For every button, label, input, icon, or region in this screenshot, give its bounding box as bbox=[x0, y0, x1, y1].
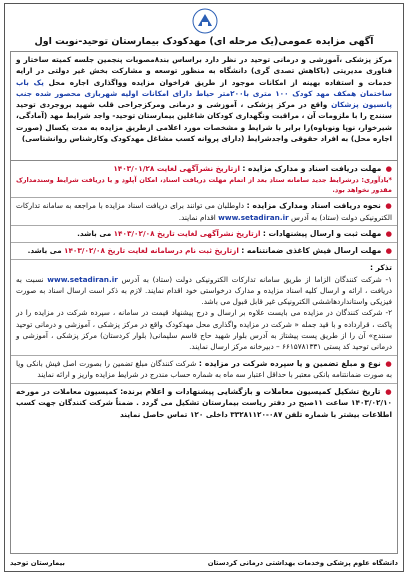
send-value: ازتاریخ ثبت نام درسامانه لغایت تاریخ ۱۴۰۳/۰۲/۰۸ bbox=[63, 246, 239, 256]
deadline-value: ازتاریخ نشرآگهی لغایت ۱۴۰۳/۰۱/۲۸ bbox=[113, 164, 240, 173]
details-table bbox=[10, 160, 398, 554]
bullet-icon: ● bbox=[385, 201, 392, 211]
offer-tail: می باشد. bbox=[77, 229, 112, 239]
notes-label: تذکر : bbox=[369, 262, 392, 272]
intro-building: یک باب ساختمان همکف مهد کودک ۱۰۰ متری با۲۰۰متر حیاط دارای امکانات اولیه شهربازی محصور شده bbox=[16, 77, 392, 98]
notice-title: آگهی مزایده عمومی(یک مرحله ای) مهدکودک بیمارستان توحید-نوبت اول bbox=[34, 36, 374, 47]
bullet-icon: ● bbox=[385, 246, 392, 256]
footer bbox=[10, 556, 398, 570]
session-label: تاریخ تشکیل کمیسیون معاملات و بازگشایی پیشنهادات و اعلام برنده: bbox=[120, 386, 381, 396]
session-text: کمیسیون معاملات در مورخه ۱۴۰۳/۰۲/۱۰ ساعت ۱۱صبح در دفتر ریاست بیمارستان تشکیل می گردد . ضمناً شرکت کنندگان جهت کسب اطلاعات بیشتر با شماره تلفن ۰۸۷-۳۳۲۸۱۱۲۰ داخلی ۱۲۰ تماس حاصل نمایند bbox=[16, 386, 392, 419]
bullet-icon: ● bbox=[385, 386, 393, 396]
intro-text: مرکز پزشکی ،آموزشی و درمانی توحید در نظر دارد براساس بند۸مصوبات پنجمین جلسه کمیته ساختار و فناوری مدیریتی (باکاهش تصدی گری) دانشگاه به منظور توسعه و مشارکت بخش غیر دولتی در ارایه خدمات و استفاده بهینه از امکانات موجود از طریق فراخوان مزایده وواگذاری اجاره محل bbox=[16, 55, 392, 87]
send-row bbox=[11, 243, 397, 260]
notes-row bbox=[11, 260, 397, 356]
note-2: ۲- شرکت کنندگان در مزایده می بایست علاوه بر ارسال و درج پیشنهاد قیمت در سامانه ، سپرده شرکت در مزایده را در پاکت ، قرارداده و با قید جمله « شرکت در مزایده واگذاری محل مهدکودک واقع در مرکز پزشکی ، آموزشی و درمانی توحید سنندج» آن را از طریق پست پیشتاز به آدرس بلوار شهید حاج قاسم سلیمانی( بلوار کردستان) مرکز پزشکی ، آموزشی و درمانی توحید کد پستی ۶۶۱۵۷۸۱۳۳۱ – دبیرخانه مرکز ارسال نمایند. bbox=[16, 308, 392, 352]
note-1-url-link[interactable]: www.setadiran.ir bbox=[47, 274, 118, 284]
deposit-text: شرکت کنندگان مبلغ تضمین را بصورت اصل فیش بانکی ویا به صورت ضمانتنامه بانکی معتبر با حداقل اعتبار سه ماه به شماره حساب مندرج در شرایط مزایده واریز و ارائه نمایند bbox=[16, 358, 392, 380]
send-tail: می باشد. bbox=[27, 246, 62, 256]
footer-university: دانشگاه علوم پزشکی وخدمات بهداشتی درمانی کردستان bbox=[207, 559, 398, 567]
bullet-icon: ● bbox=[385, 358, 392, 368]
intro-paragraph bbox=[10, 51, 398, 161]
intro-details: واقع در مرکز پزشکی ، آموزشی و درمانی ومرکزجراحی قلب شهید بروجردی توحید سنندج را با ملزومات آن ، مراقبت ونگهداری کودکان شاغلین بیمارستان توحید- واجد شرایط مهد (آمادگی، شیرخوار، نوپا ونوباوه)را برابر با شرایط و مشخصات مورد اعلامی ازطریق مزایده به مدت یکسال (صورت اجاره محل) به افراد حقوقی واجدشرایط (دارای پروانه کسب مشاغل مهدکودک وکارشناس روانشناسی) bbox=[16, 100, 392, 144]
deadline-note: *یادآوری: درشرایط جدید سامانه ستاد بعد از اتمام مهلت دریافت اسناد، امکان آپلود و یا دریافت شرایط وسندمدارک مقدور نخواهد بود. bbox=[16, 175, 392, 194]
deposit-label: نوع و مبلغ تضمین و یا سپرده شرکت در مزایده : bbox=[198, 358, 381, 368]
bullet-icon: ● bbox=[385, 229, 392, 239]
bullet-icon: ● bbox=[385, 164, 392, 173]
offer-label: مهلت ثبت و ارسال پیشنهادات : bbox=[262, 229, 382, 239]
send-label: مهلت ارسال فیش کاغذی ضمانتنامه : bbox=[241, 246, 382, 256]
university-logo-icon bbox=[192, 8, 218, 34]
how-text: داوطلبان می توانند برای دریافت اسناد مزایده با مراجعه به سامانه تدارکات الکترونیکی دولت (ستاد) به آدرس bbox=[16, 201, 392, 222]
footer-hospital: بیمارستان توحید bbox=[10, 559, 65, 567]
how-label: نحوه دریافت اسناد ومدارک مزایده : bbox=[246, 201, 381, 211]
offer-row bbox=[11, 226, 397, 243]
deadline-label: مهلت دریافت اسناد و مدارک مزایده : bbox=[242, 164, 382, 173]
how-url-link[interactable]: www.setadiran.ir bbox=[218, 212, 289, 222]
note-1-text: ۱- شرکت کنندگان الزاما از طریق سامانه تدارکات الکترونیکی دولت (ستاد) به آدرس bbox=[121, 274, 392, 284]
deposit-row bbox=[11, 356, 397, 384]
how-tail: اقدام نمایند. bbox=[178, 212, 216, 222]
session-row bbox=[11, 384, 397, 422]
offer-value: ازتاریخ نشرآگهی لغایت تاریخ ۱۴۰۳/۰۲/۰۸ bbox=[113, 229, 261, 239]
note-1 bbox=[16, 274, 392, 308]
how-row bbox=[11, 198, 397, 226]
note-1-rest: نسبت به دریافت ، ارائه و ارسال کلیه اسناد مزایده و مدارک درخواستی خود اقدام نمایند. لازم به ذکر است ارسال اسناد به صورت فیزیکی واستانداردهاششی الکترونیکی غیر قابل قبول می باشد. bbox=[16, 274, 392, 307]
deadline-row bbox=[11, 161, 397, 198]
intro-location: جنب پانسیون پزشکان bbox=[16, 88, 392, 110]
